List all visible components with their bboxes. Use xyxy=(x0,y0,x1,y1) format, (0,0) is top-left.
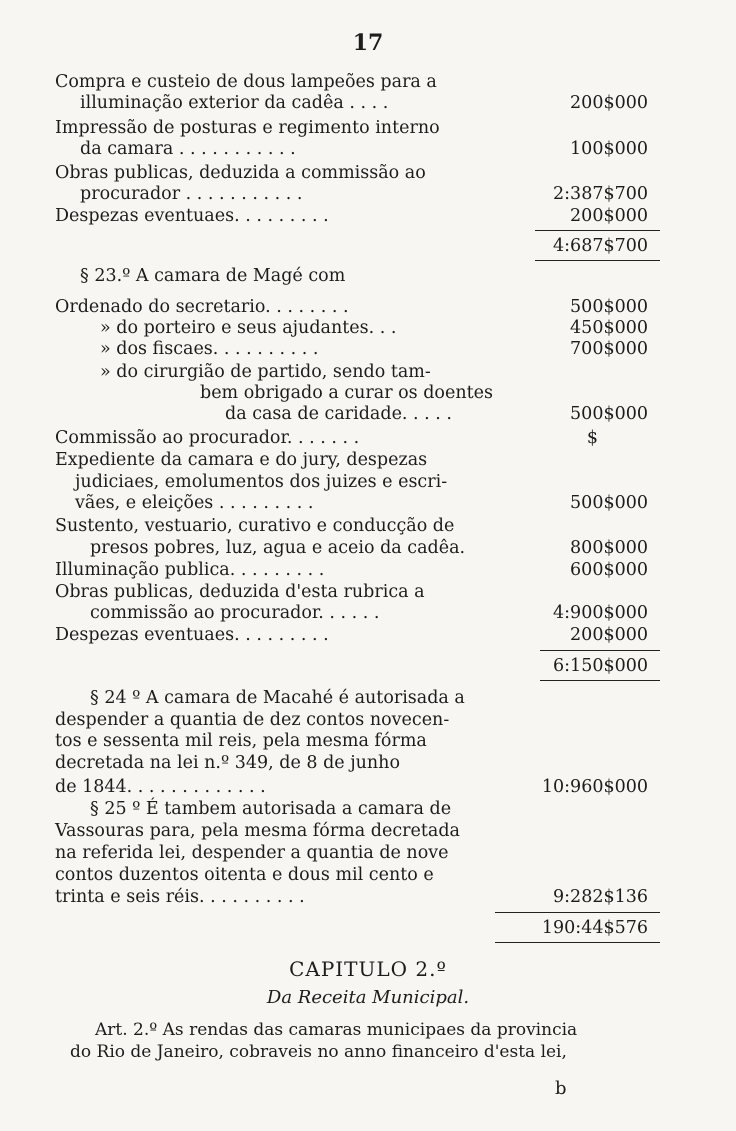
text-line: decretada na lei n.º 349, de 8 de junho xyxy=(55,753,400,773)
text-line: illuminação exterior da cadêa . . . . xyxy=(80,93,389,113)
text-line: judiciaes, emolumentos dos juizes e escri- xyxy=(75,472,448,492)
text-line: Vassouras para, pela mesma fórma decretada xyxy=(55,821,460,841)
sum-rule xyxy=(535,230,660,231)
chapter-subtitle: Da Receita Municipal. xyxy=(266,987,470,1008)
text-line: » dos fiscaes. . . . . . . . . . xyxy=(100,339,319,359)
amount: 500$000 xyxy=(570,404,648,424)
amount: 100$000 xyxy=(570,139,648,159)
amount: 2:387$700 xyxy=(553,184,648,204)
article-line: do Rio de Janeiro, cobraveis no anno financeiro d'esta lei, xyxy=(70,1042,567,1062)
amount: 800$000 xyxy=(570,538,648,558)
subtotal-amount: 6:150$000 xyxy=(553,656,648,676)
amount: 9:282$136 xyxy=(553,887,648,907)
chapter-heading: CAPITULO 2.º xyxy=(289,957,447,981)
text-line: Commissão ao procurador. . . . . . . xyxy=(55,428,360,448)
text-line: procurador . . . . . . . . . . . xyxy=(80,184,303,204)
text-line: Compra e custeio de dous lampeões para a xyxy=(55,72,437,92)
sum-rule xyxy=(495,942,660,943)
amount: 600$000 xyxy=(570,560,648,580)
amount: 500$000 xyxy=(570,297,648,317)
amount: 500$000 xyxy=(570,493,648,513)
amount: 4:900$000 xyxy=(553,603,648,623)
sum-rule xyxy=(540,650,660,651)
text-line: Obras publicas, deduzida a commissão ao xyxy=(55,163,426,183)
text-line: tos e sessenta mil reis, pela mesma fórma xyxy=(55,731,427,751)
text-line: da casa de caridade. . . . . xyxy=(225,404,452,424)
sum-rule xyxy=(495,912,660,913)
text-line: Ordenado do secretario. . . . . . . . xyxy=(55,297,349,317)
text-line: Obras publicas, deduzida d'esta rubrica a xyxy=(55,582,425,602)
text-line: » do porteiro e seus ajudantes. . . xyxy=(100,318,397,338)
amount: $ xyxy=(586,428,598,448)
amount: 10:960$000 xyxy=(541,777,648,797)
total-amount: 190:44$576 xyxy=(541,918,648,938)
amount: 450$000 xyxy=(570,318,648,338)
text-line: da camara . . . . . . . . . . . xyxy=(80,139,296,159)
text-line: de 1844. . . . . . . . . . . . . xyxy=(55,777,266,797)
text-line: Expediente da camara e do jury, despezas xyxy=(55,450,428,470)
page-number: 17 xyxy=(352,30,384,56)
amount: 700$000 xyxy=(570,339,648,359)
text-line: bem obrigado a curar os doentes xyxy=(200,383,493,403)
section-heading: § 23.º A camara de Magé com xyxy=(80,266,346,286)
text-line: Illuminação publica. . . . . . . . . xyxy=(55,560,325,580)
amount: 200$000 xyxy=(570,206,648,226)
text-line: presos pobres, luz, agua e aceio da cadêa. xyxy=(90,538,466,558)
text-line: trinta e seis réis. . . . . . . . . . xyxy=(55,887,305,907)
sum-rule xyxy=(535,260,660,261)
text-line: contos duzentos oitenta e dous mil cento e xyxy=(55,865,434,885)
text-line: commissão ao procurador. . . . . . xyxy=(90,603,380,623)
amount: 200$000 xyxy=(570,93,648,113)
amount: 200$000 xyxy=(570,625,648,645)
text-line: Impressão de posturas e regimento interno xyxy=(55,118,440,138)
text-line: Despezas eventuaes. . . . . . . . . xyxy=(55,625,329,645)
text-line: § 25 º É tambem autorisada a camara de xyxy=(90,799,452,819)
text-line: vães, e eleições . . . . . . . . . xyxy=(75,493,314,513)
text-line: » do cirurgião de partido, sendo tam- xyxy=(100,362,431,382)
text-line: despender a quantia de dez contos novecen- xyxy=(55,710,450,730)
text-line: § 24 º A camara de Macahé é autorisada a xyxy=(90,688,465,708)
subtotal-amount: 4:687$700 xyxy=(553,236,648,256)
text-line: Sustento, vestuario, curativo e conducção de xyxy=(55,516,455,536)
signature-mark: b xyxy=(555,1078,567,1099)
article-line: Art. 2.º As rendas das camaras municipaes da provincia xyxy=(95,1020,578,1040)
text-line: na referida lei, despender a quantia de nove xyxy=(55,843,449,863)
sum-rule xyxy=(540,680,660,681)
text-line: Despezas eventuaes. . . . . . . . . xyxy=(55,206,329,226)
